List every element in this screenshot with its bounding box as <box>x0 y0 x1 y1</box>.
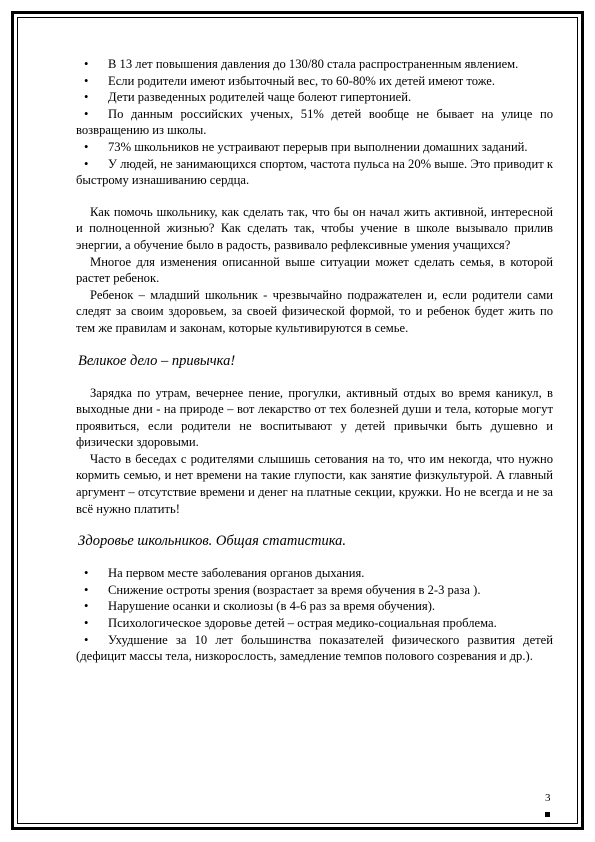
document-body <box>76 56 553 665</box>
bullet-icon: • <box>84 57 89 71</box>
paragraph: Многое для изменения описанной выше ситуации может сделать семья, в которой растет ребенок. <box>76 254 553 286</box>
statistics-list-top <box>76 56 553 189</box>
list-item: • Ухудшение за 10 лет большинства показателей физического развития детей (дефицит массы тела, низкорослость, замедление темпов полового созревания и др.). <box>76 632 553 664</box>
paragraph: Ребенок – младший школьник - чрезвычайно подражателен и, если родители сами следят за своим здоровьем, за своей физической формой, то и ребенок будет жить по тем же правилам и законам, которые культивируются в семье. <box>76 287 553 335</box>
bullet-icon: • <box>84 106 89 121</box>
list-item: • У людей, не занимающихся спортом, частота пульса на 20% выше. Это приводит к быстрому изнашиванию сердца. <box>76 156 553 188</box>
list-item: • На первом месте заболевания органов дыхания. <box>84 566 365 581</box>
section-heading-habit: Великое дело – привычка! <box>78 352 236 369</box>
bullet-icon: • <box>84 73 89 88</box>
corner-mark <box>545 812 550 817</box>
bullet-icon: • <box>84 90 89 105</box>
page-number: 3 <box>545 792 551 804</box>
paragraph: Как помочь школьнику, как сделать так, что бы он начал жить активной, интересной и полноценной жизнью? Как сделать так, чтобы учение в школе вызывало прилив энергии, а обучение было в радость, развивало рефлексивные умения учащихся? <box>76 204 553 252</box>
bullet-icon: • <box>84 566 89 581</box>
section-heading-stats: Здоровье школьников. Общая статистика. <box>78 533 347 550</box>
bullet-icon: • <box>84 632 89 647</box>
bullet-icon: • <box>84 599 89 614</box>
list-item: • Нарушение осанки и сколиозы (в 4-6 раз за время обучения). <box>84 599 436 614</box>
bullet-icon: • <box>84 616 89 631</box>
paragraph: Часто в беседах с родителями слышишь сетования на то, что им некогда, что нужно кормить семью, и нет времени на такие глупости, как занятие физкультурой. А главный аргумент – отсутствие времени и денег на платные секции, кружки. Но не всегда и не за всё нужно платить! <box>76 451 553 516</box>
statistics-list-health <box>76 565 553 665</box>
list-item: • Психологическое здоровье детей – острая медико-социальная проблема. <box>84 616 497 631</box>
bullet-icon: • <box>84 582 89 597</box>
bullet-icon: • <box>84 139 89 154</box>
list-item: • Снижение остроты зрения (возрастает за время обучения в 2-3 раза ). <box>84 582 481 597</box>
paragraph: Зарядка по утрам, вечернее пение, прогулки, активный отдых во время каникул, в выходные дни - на природе – вот лекарство от тех болезней души и тела, которые могут проявиться, если родители не воспитывают у детей привычки быть душевно и физически здоровыми. <box>76 385 553 450</box>
list-item: • В 13 лет повышения давления до 130/80 стала распространенным явлением. <box>84 57 519 71</box>
list-item: • По данным российских ученых, 51% детей вообще не бывает на улице по возвращению из школы. <box>76 106 553 138</box>
bullet-icon: • <box>84 156 89 171</box>
list-item: • 73% школьников не устраивают перерыв при выполнении домашних заданий. <box>84 139 528 154</box>
list-item: • Если родители имеют избыточный вес, то 60-80% их детей имеют тоже. <box>84 73 496 88</box>
list-item: • Дети разведенных родителей чаще болеют гипертонией. <box>84 90 412 105</box>
